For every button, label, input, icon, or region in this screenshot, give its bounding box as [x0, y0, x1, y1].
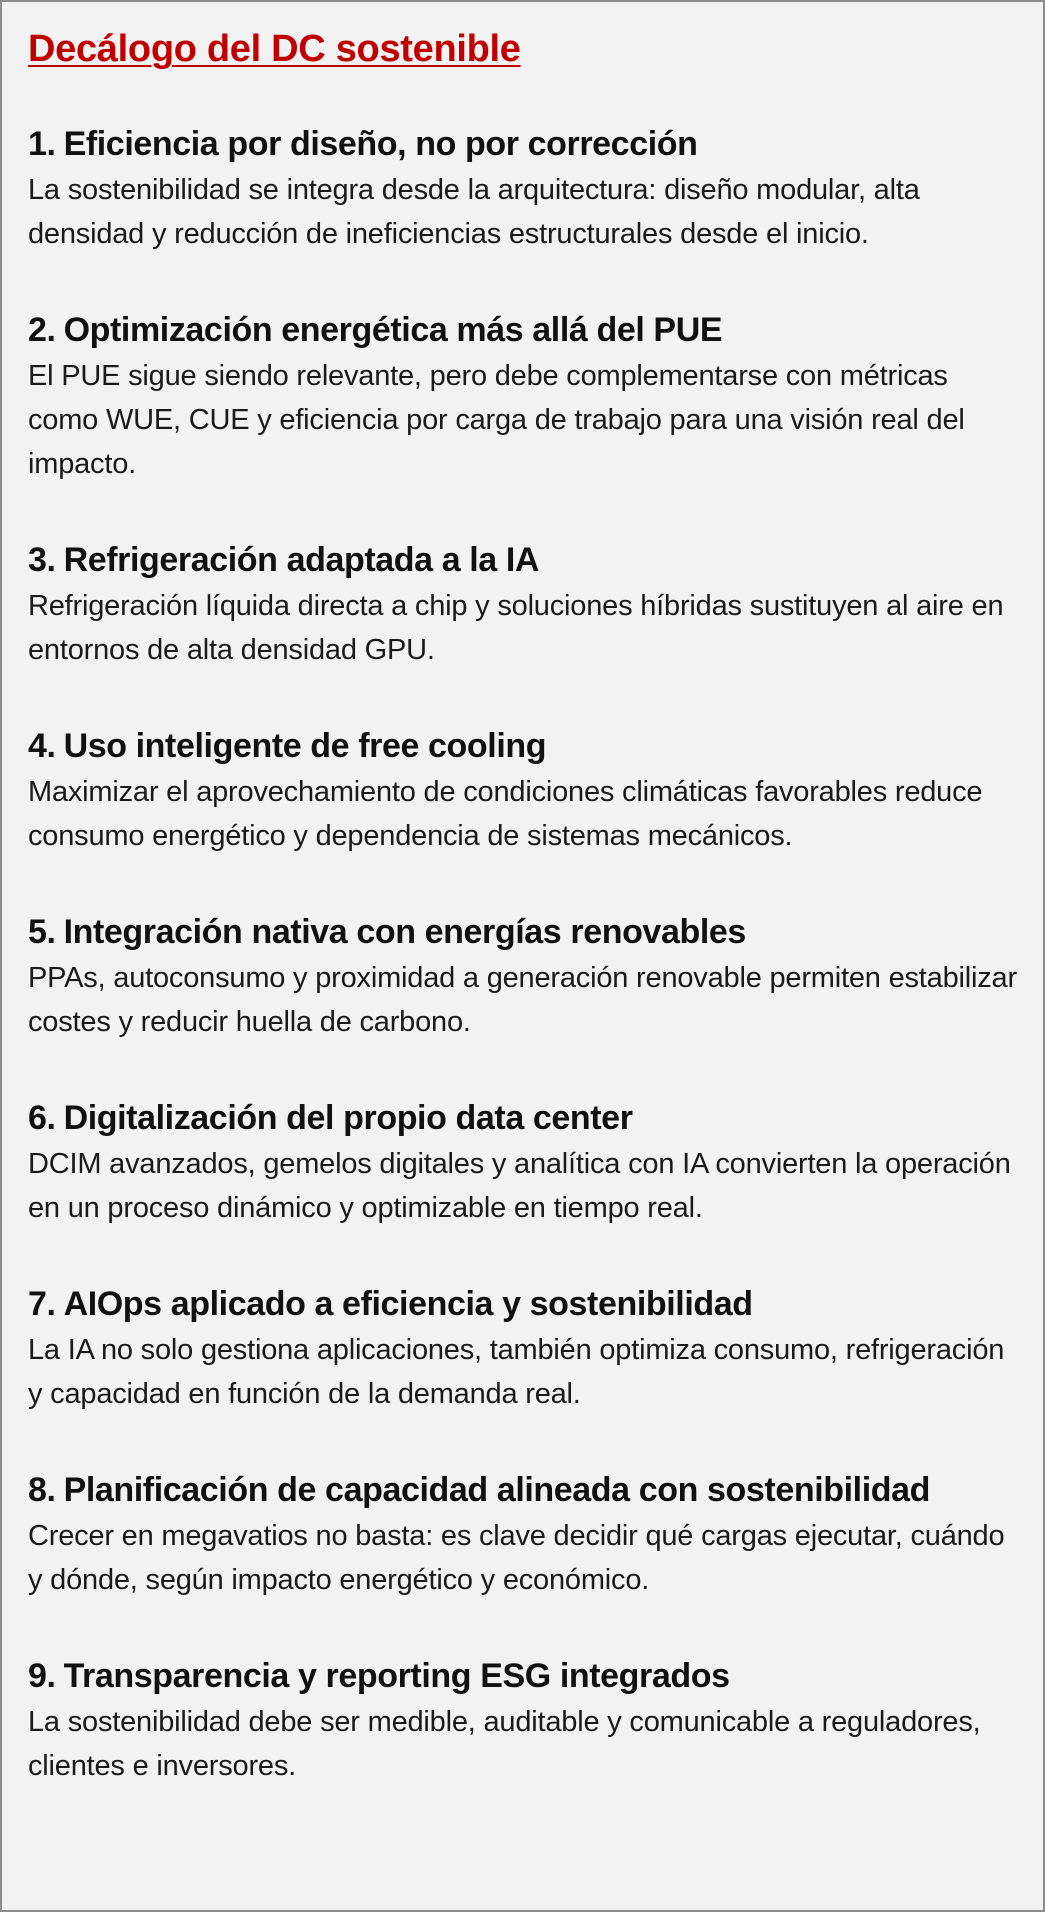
item-heading — [28, 910, 1017, 954]
item-description: La sostenibilidad debe ser medible, auditable y comunicable a reguladores, clientes e inversores. — [28, 1706, 981, 1782]
decalogue-list — [28, 122, 1017, 1788]
decalogue-item-6 — [28, 1096, 1017, 1230]
decalogue-item-5 — [28, 910, 1017, 1044]
item-number: 9. — [28, 1657, 56, 1695]
item-title: Digitalización del propio data center — [63, 1099, 633, 1137]
item-description: El PUE sigue siendo relevante, pero debe complementarse con métricas como WUE, CUE y eficiencia por carga de trabajo para una visión real del impacto. — [28, 360, 965, 480]
item-description: La IA no solo gestiona aplicaciones, también optimiza consumo, refrigeración y capacidad en función de la demanda real. — [28, 1334, 1005, 1410]
item-description: Refrigeración líquida directa a chip y soluciones híbridas sustituyen al aire en entornos de alta densidad GPU. — [28, 590, 1004, 666]
item-heading — [28, 724, 1017, 768]
item-heading — [28, 1468, 1017, 1512]
decalogue-item-2 — [28, 308, 1017, 486]
item-title: AIOps aplicado a eficiencia y sostenibilidad — [63, 1285, 753, 1323]
item-title: Integración nativa con energías renovables — [63, 913, 746, 951]
document-title: Decálogo del DC sostenible — [28, 28, 521, 70]
decalogue-item-1 — [28, 122, 1017, 256]
item-heading — [28, 1654, 1017, 1698]
item-number: 2. — [28, 311, 56, 349]
decalogue-item-8 — [28, 1468, 1017, 1602]
decalogue-item-4 — [28, 724, 1017, 858]
item-number: 7. — [28, 1285, 56, 1323]
decalogue-item-7 — [28, 1282, 1017, 1416]
item-description: Maximizar el aprovechamiento de condiciones climáticas favorables reduce consumo energético y dependencia de sistemas mecánicos. — [28, 776, 983, 852]
item-heading — [28, 1282, 1017, 1326]
item-heading — [28, 122, 1017, 166]
item-number: 3. — [28, 541, 56, 579]
item-number: 8. — [28, 1471, 56, 1509]
item-description: PPAs, autoconsumo y proximidad a generación renovable permiten estabilizar costes y reducir huella de carbono. — [28, 962, 1017, 1038]
item-heading — [28, 538, 1017, 582]
item-description: La sostenibilidad se integra desde la arquitectura: diseño modular, alta densidad y reducción de ineficiencias estructurales desde el inicio. — [28, 174, 920, 250]
item-number: 4. — [28, 727, 56, 765]
item-title: Eficiencia por diseño, no por corrección — [63, 125, 698, 163]
item-title: Refrigeración adaptada a la IA — [63, 541, 540, 579]
item-number: 5. — [28, 913, 56, 951]
item-number: 1. — [28, 125, 56, 163]
item-description: Crecer en megavatios no basta: es clave decidir qué cargas ejecutar, cuándo y dónde, según impacto energético y económico. — [28, 1520, 1005, 1596]
item-description: DCIM avanzados, gemelos digitales y analítica con IA convierten la operación en un proceso dinámico y optimizable en tiempo real. — [28, 1148, 1011, 1224]
decalogue-item-9 — [28, 1654, 1017, 1788]
item-title: Transparencia y reporting ESG integrados — [63, 1657, 730, 1695]
item-title: Uso inteligente de free cooling — [63, 727, 547, 765]
item-title: Planificación de capacidad alineada con sostenibilidad — [63, 1471, 930, 1509]
decalogue-item-3 — [28, 538, 1017, 672]
item-title: Optimización energética más allá del PUE — [63, 311, 723, 349]
item-number: 6. — [28, 1099, 56, 1137]
item-heading — [28, 308, 1017, 352]
item-heading — [28, 1096, 1017, 1140]
